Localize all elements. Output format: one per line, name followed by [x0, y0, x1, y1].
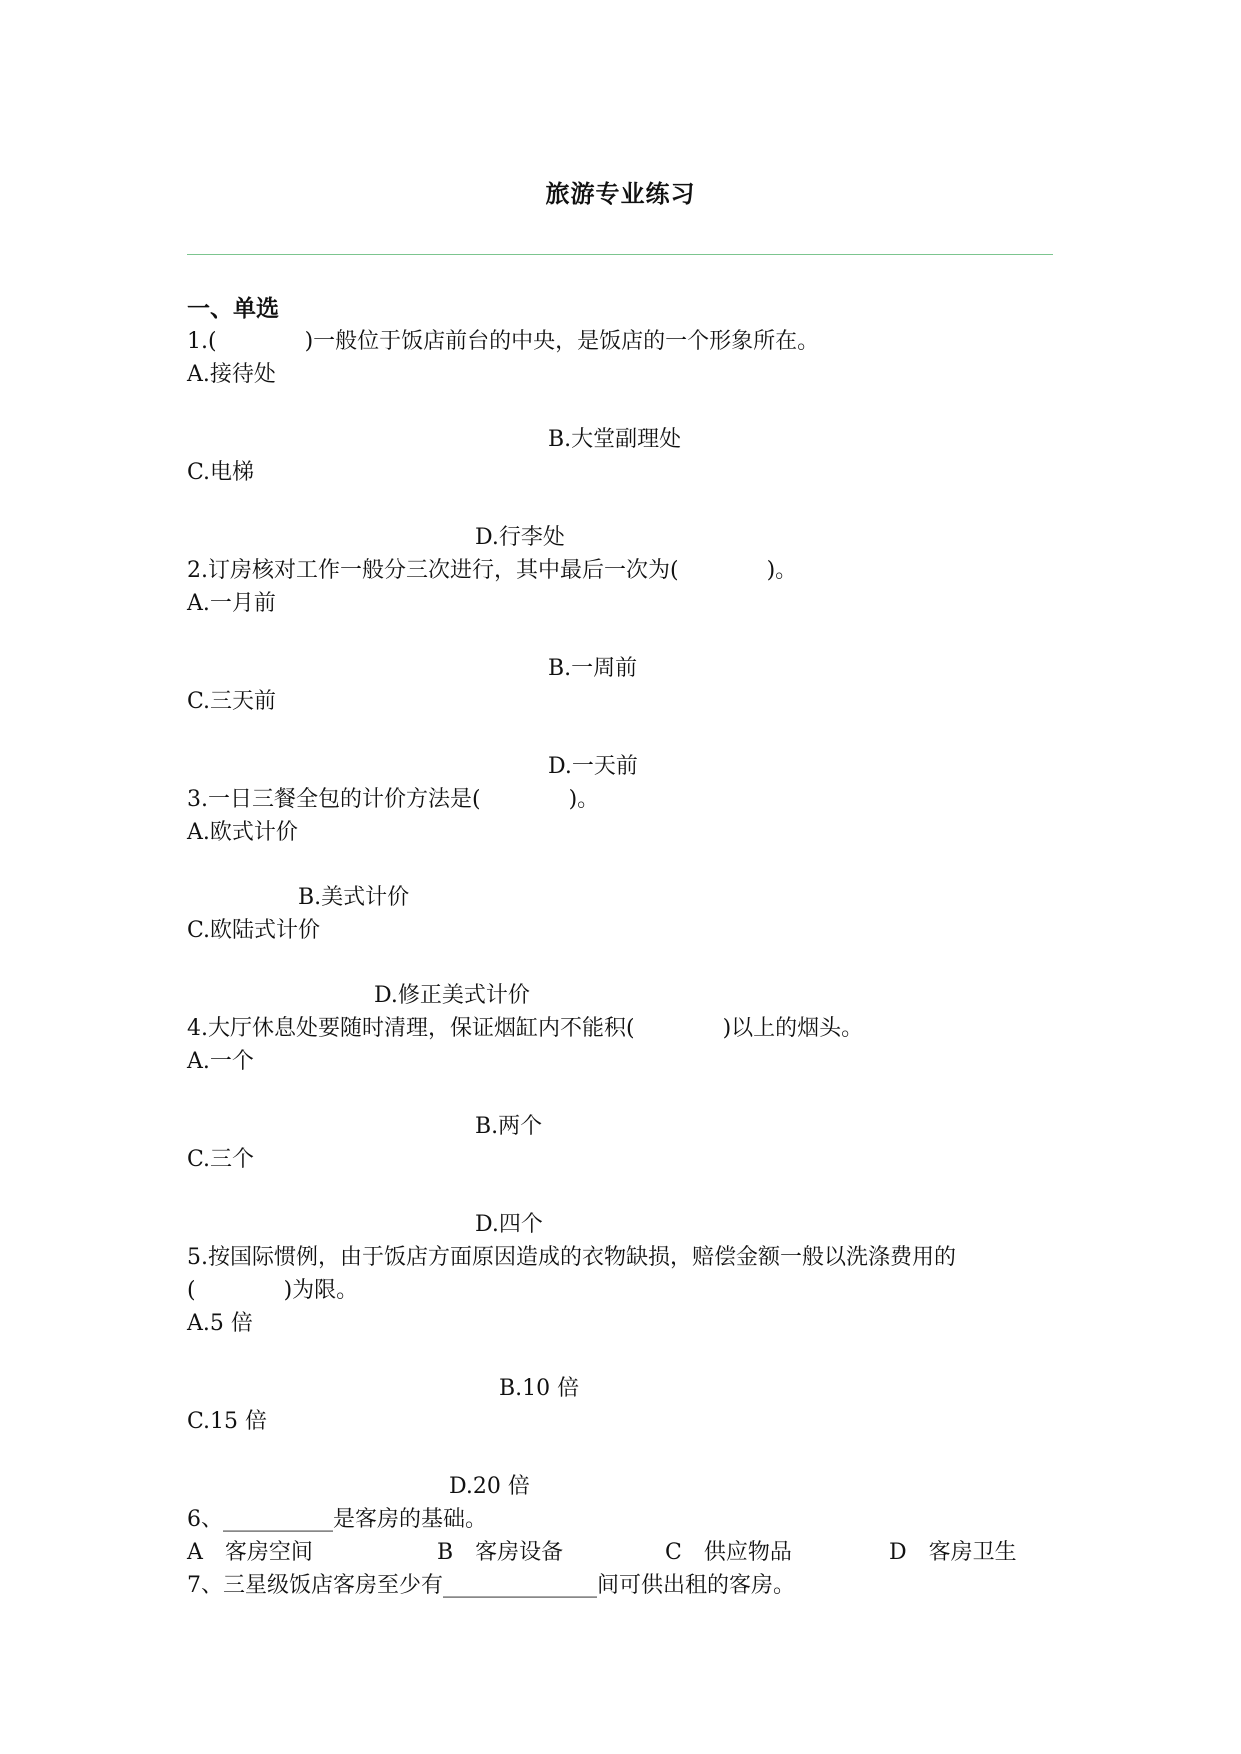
- question-4-stem: 4.大厅休息处要随时清理，保证烟缸内不能积( )以上的烟头。: [187, 1016, 864, 1041]
- question-2-stem: 2.订房核对工作一般分三次进行，其中最后一次为( )。: [187, 558, 798, 583]
- question-4-option-c: C.三个: [187, 1147, 255, 1172]
- question-3-option-a: A.欧式计价: [187, 820, 298, 845]
- question-1-option-a: A.接待处: [187, 362, 276, 387]
- document-title: 旅游专业练习: [545, 179, 696, 208]
- question-5-stem: 5.按国际惯例，由于饭店方面原因造成的衣物缺损，赔偿金额一般以洗涤费用的: [187, 1245, 956, 1270]
- question-1-option-d: D.行李处: [475, 525, 565, 550]
- question-3-option-b: B.美式计价: [298, 885, 410, 910]
- question-2-option-a: A.一月前: [187, 591, 276, 616]
- question-1-option-c: C.电梯: [187, 460, 255, 485]
- question-5-stem-continued: ( )为限。: [187, 1278, 359, 1303]
- section-heading: 一、单选: [187, 295, 279, 322]
- question-4-option-d: D.四个: [475, 1212, 543, 1237]
- question-6-option-a: A 客房空间: [187, 1540, 313, 1565]
- question-1-option-b: B.大堂副理处: [548, 427, 682, 452]
- title-divider: [187, 254, 1053, 255]
- question-6-option-b: B 客房设备: [437, 1540, 564, 1565]
- question-3-option-c: C.欧陆式计价: [187, 918, 321, 943]
- question-4-option-b: B.两个: [475, 1114, 543, 1139]
- question-5-option-c: C.15 倍: [187, 1409, 268, 1434]
- question-3-stem: 3.一日三餐全包的计价方法是( )。: [187, 787, 600, 812]
- question-7-stem: 7、三星级饭店客房至少有______________间可供出租的客房。: [187, 1573, 795, 1598]
- question-5-option-a: A.5 倍: [187, 1311, 253, 1336]
- question-6-stem: 6、__________是客房的基础。: [187, 1507, 487, 1532]
- question-6-option-c: C 供应物品: [665, 1540, 792, 1565]
- question-6-option-d: D 客房卫生: [889, 1540, 1017, 1565]
- question-4-option-a: A.一个: [187, 1049, 254, 1074]
- question-5-option-d: D.20 倍: [449, 1474, 530, 1499]
- question-5-option-b: B.10 倍: [499, 1376, 580, 1401]
- question-3-option-d: D.修正美式计价: [374, 983, 530, 1008]
- question-2-option-d: D.一天前: [548, 754, 638, 779]
- question-1-stem: 1.( )一般位于饭店前台的中央，是饭店的一个形象所在。: [187, 329, 820, 354]
- question-2-option-b: B.一周前: [548, 656, 638, 681]
- question-2-option-c: C.三天前: [187, 689, 277, 714]
